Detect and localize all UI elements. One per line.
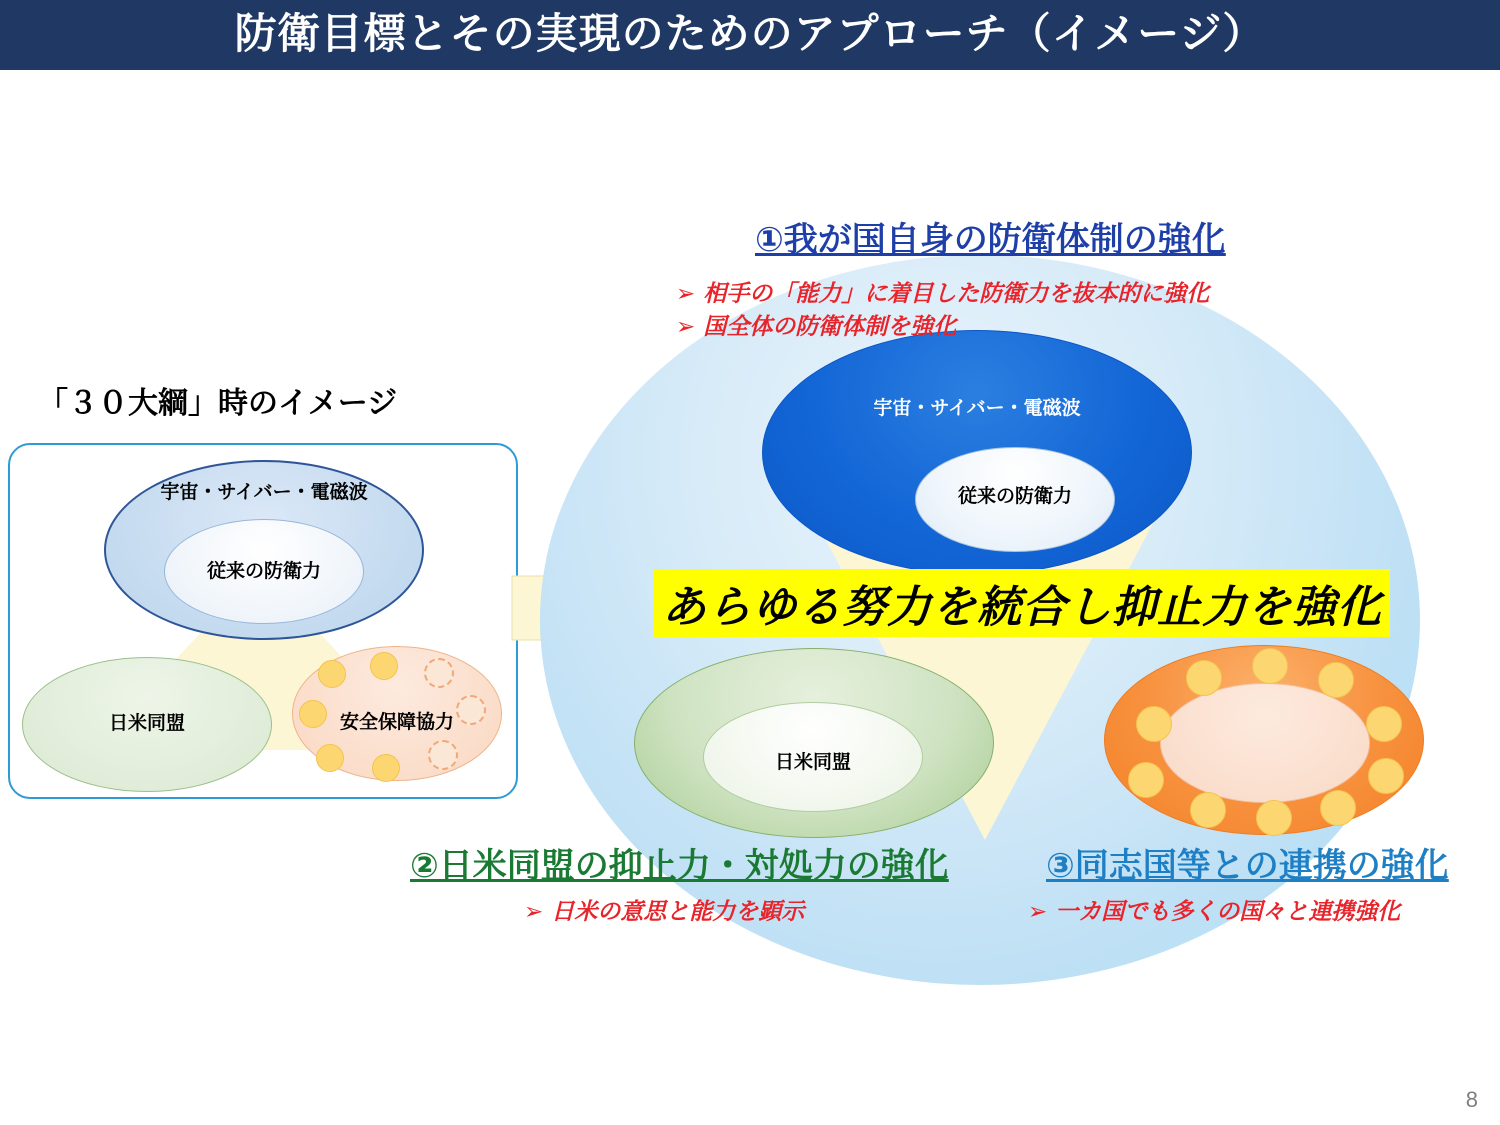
bullet-marker-icon: ➢ [676,313,696,339]
heading-3: ③同志国等との連携の強化 [1046,847,1449,885]
bullet-marker-icon: ➢ [676,280,696,306]
decorative-dot-icon [318,660,346,688]
left-ellipse-security-cooperation-label: 安全保障協力 [339,712,454,733]
bullet-text: 日米の意思と能力を顕示 [551,898,805,924]
page-number: 8 [1465,1087,1478,1112]
decorative-dot-icon [1368,758,1404,794]
center-highlight-phrase: あらゆる努力を統合し抑止力を強化 [654,569,1390,637]
bullet-text: 一カ国でも多くの国々と連携強化 [1055,898,1401,924]
right-ellipse-alliance-label: 日米同盟 [774,752,851,773]
left-panel-caption: 「３０大綱」時のイメージ [38,387,398,420]
heading-2: ②日米同盟の抑止力・対処力の強化 [410,847,949,885]
left-ellipse-conventional-label: 従来の防衛力 [206,561,321,582]
decorative-dot-icon [1320,790,1356,826]
decorative-dot-icon [1252,648,1288,684]
bullet-item [676,308,956,341]
decorative-dot-icon [316,744,344,772]
right-ellipse-space-cyber-label: 宇宙・サイバー・電磁波 [873,398,1081,419]
decorative-dot-dashed-icon [428,740,458,770]
right-ellipse-conventional-label: 従来の防衛力 [957,486,1072,507]
decorative-dot-icon [372,754,400,782]
bullet-text: 国全体の防衛体制を強化 [703,313,957,339]
bullet-marker-icon: ➢ [1028,898,1048,924]
decorative-dot-icon [1366,706,1402,742]
page-title: 防衛目標とその実現のためのアプローチ（イメージ） [234,10,1266,57]
decorative-dot-icon [1128,762,1164,798]
decorative-dot-icon [1186,660,1222,696]
right-ellipse-partners-inner [1160,683,1370,803]
left-ellipse-space-cyber-label: 宇宙・サイバー・電磁波 [160,482,368,503]
bullet-item [676,275,1209,308]
bullet-item [1028,893,1400,926]
decorative-dot-icon [1136,706,1172,742]
decorative-dot-icon [1318,662,1354,698]
bullet-marker-icon: ➢ [524,898,544,924]
bullet-text: 相手の「能力」に着目した防衛力を抜本的に強化 [703,280,1210,306]
decorative-dot-icon [1190,792,1226,828]
decorative-dot-icon [370,652,398,680]
bullet-item [524,893,804,926]
left-ellipse-japan-us-alliance-label: 日米同盟 [108,713,185,734]
decorative-dot-dashed-icon [424,658,454,688]
decorative-dot-icon [1256,800,1292,836]
heading-1: ①我が国自身の防衛体制の強化 [755,221,1226,259]
